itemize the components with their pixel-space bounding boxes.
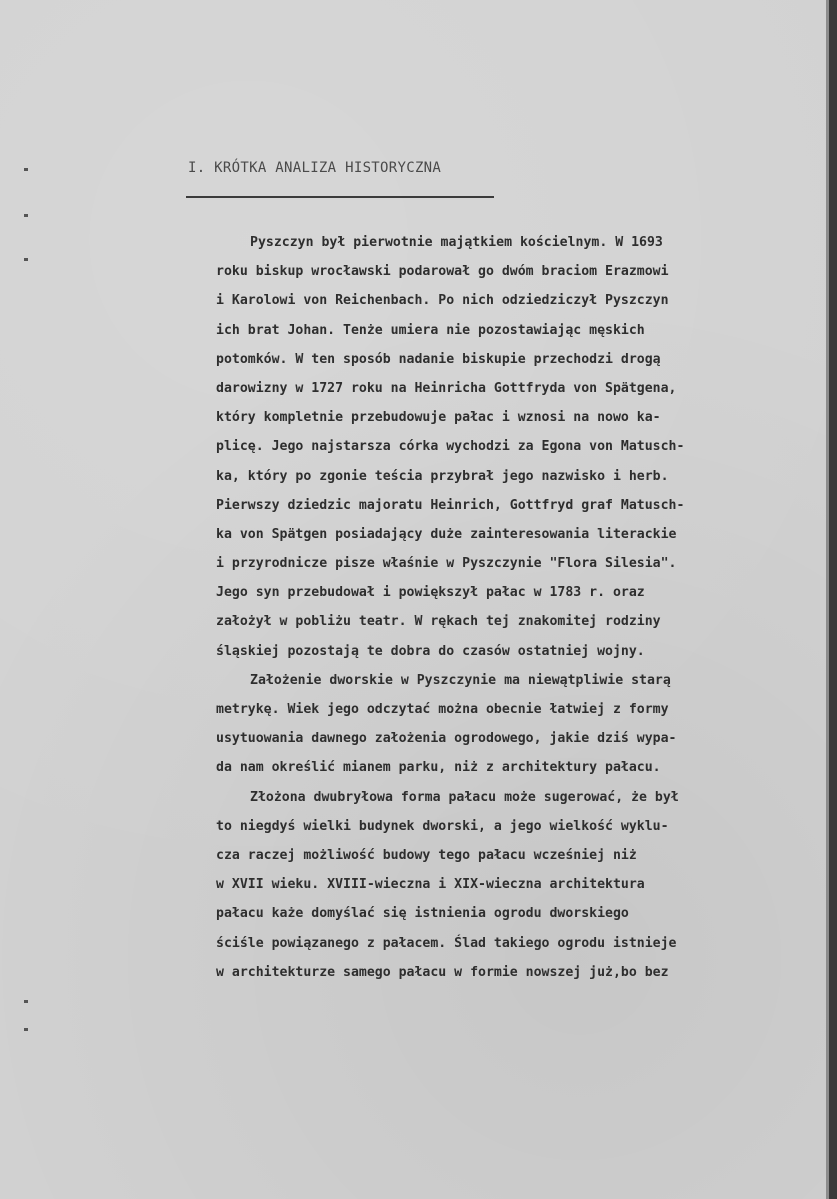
text-line: pałacu każe domyślać się istnienia ogrodu dworskiego xyxy=(216,906,629,922)
text-line: i Karolowi von Reichenbach. Po nich odziedziczył Pyszczyn xyxy=(216,293,669,309)
body-text xyxy=(216,228,828,987)
margin-mark xyxy=(24,258,28,261)
text-line: potomków. W ten sposób nadanie biskupie przechodzi drogą xyxy=(216,351,661,367)
margin-mark xyxy=(24,214,28,217)
text-line: Pyszczyn był pierwotnie majątkiem kościelnym. W 1693 xyxy=(250,235,663,250)
text-line: założył w pobliżu teatr. W rękach tej znakomitej rodziny xyxy=(216,614,661,630)
text-line: cza raczej możliwość budowy tego pałacu wcześniej niż xyxy=(216,847,637,863)
text-line: da nam określić mianem parku, niż z architektury pałacu. xyxy=(216,760,661,776)
text-line: w XVII wieku. XVIII-wieczna i XIX-wieczna architektura xyxy=(216,877,645,893)
section-heading: I. KRÓTKA ANALIZA HISTORYCZNA xyxy=(188,160,442,176)
text-line: Jego syn przebudował i powiększył pałac w 1783 r. oraz xyxy=(216,585,645,601)
text-line: darowizny w 1727 roku na Heinricha Gottfryda von Spätgena, xyxy=(216,380,677,396)
margin-mark xyxy=(24,1028,28,1031)
text-line: Pierwszy dziedzic majoratu Heinrich, Gottfryd graf Matusch- xyxy=(216,497,685,513)
text-line: Założenie dworskie w Pyszczynie ma niewątpliwie starą xyxy=(250,672,671,688)
text-line: ka, który po zgonie teścia przybrał jego nazwisko i herb. xyxy=(216,468,669,484)
text-line: metrykę. Wiek jego odczytać można obecnie łatwiej z formy xyxy=(216,702,669,717)
text-line: Złożona dwubryłowa forma pałacu może sugerować, że był xyxy=(250,789,679,805)
text-line: usytuowania dawnego założenia ogrodowego, jakie dziś wypa- xyxy=(216,731,677,747)
text-line: ściśle powiązanego z pałacem. Ślad takiego ogrodu istnieje xyxy=(216,935,677,951)
text-line: plicę. Jego najstarsza córka wychodzi za Egona von Matusch- xyxy=(216,439,685,455)
text-line: roku biskup wrocławski podarował go dwóm braciom Erazmowi xyxy=(216,264,669,280)
text-line: to niegdyś wielki budynek dworski, a jego wielkość wyklu- xyxy=(216,818,669,834)
margin-mark xyxy=(24,1000,28,1003)
heading-underline xyxy=(186,196,494,198)
text-line: i przyrodnicze pisze właśnie w Pyszczynie "Flora Silesia". xyxy=(216,556,677,572)
text-line: ich brat Johan. Tenże umiera nie pozostawiając męskich xyxy=(216,322,645,338)
margin-mark xyxy=(24,168,28,171)
text-line: który kompletnie przebudowuje pałac i wznosi na nowo ka- xyxy=(216,410,661,426)
text-line: śląskiej pozostają te dobra do czasów ostatniej wojny. xyxy=(216,643,645,659)
text-line: w architekturze samego pałacu w formie nowszej już,bo bez xyxy=(216,964,669,980)
text-line: ka von Spätgen posiadający duże zainteresowania literackie xyxy=(216,526,677,542)
page-edge xyxy=(829,0,837,1199)
